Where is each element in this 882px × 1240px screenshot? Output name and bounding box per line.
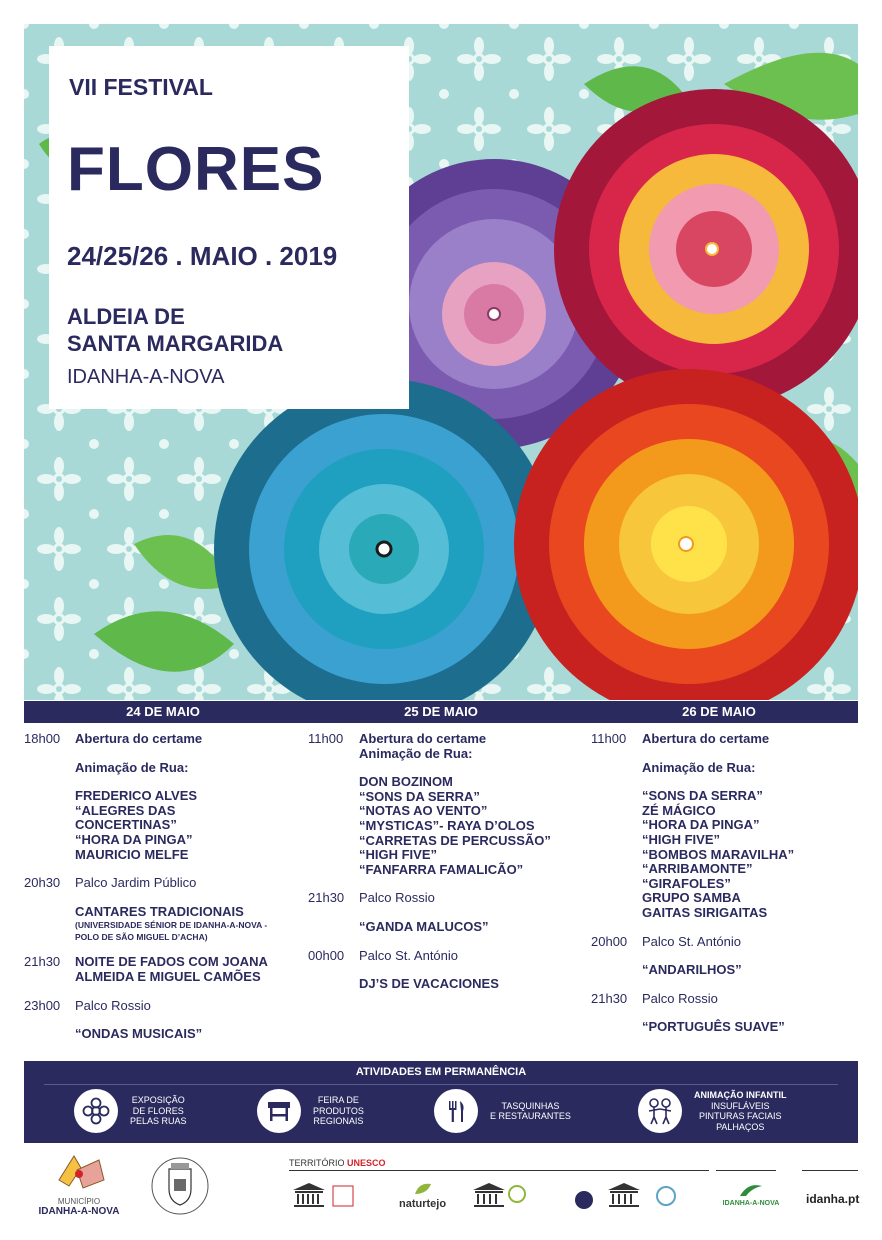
footer-logos (24, 1150, 858, 1230)
divider (802, 1170, 858, 1171)
entry-event: Abertura do certame (642, 731, 770, 746)
street-animation-label: Animação de Rua: (75, 759, 189, 775)
event-line: Abertura do certame (359, 731, 487, 746)
entry-time: 11h00 (308, 731, 344, 746)
act: “CARRETAS DE PERCUSSÃO” (359, 832, 551, 848)
acts-list (642, 789, 861, 920)
unesco-geopark-logo (574, 1180, 684, 1220)
activity-line: ANIMAÇÃO INFANTIL (694, 1090, 787, 1100)
territory-prefix: TERRITÓRIO (289, 1158, 345, 1168)
entry-note: (UNIVERSIDADE SÉNIOR DE IDANHA-A-NOVA - (75, 920, 268, 931)
act: GRUPO SAMBA (642, 890, 741, 906)
event-line: ALMEIDA E MIGUEL CAMÕES (75, 968, 261, 984)
activity-restaurants (434, 1089, 571, 1133)
entry-venue: Palco St. António (642, 933, 742, 949)
act: “HIGH FIVE” (359, 847, 438, 863)
act: “GIRAFOLES” (642, 875, 731, 891)
entry-time: 21h30 (591, 990, 628, 1006)
activity-regional-market (257, 1089, 364, 1133)
activity-line: DE FLORES (132, 1105, 184, 1116)
act: “HORA DA PINGA” (642, 817, 760, 833)
schedule-day-25 (308, 732, 588, 992)
act: “NOTAS AO VENTO” (359, 803, 488, 819)
entry-venue: Palco Rossio (642, 990, 718, 1006)
entry-event: Abertura do certame (75, 731, 203, 746)
parish-coat-of-arms (149, 1155, 211, 1217)
naturtejo-logo (399, 1182, 446, 1210)
activity-line: EXPOSIÇÃO (131, 1095, 185, 1106)
act: “HORA DA PINGA” (75, 831, 193, 847)
entry-event: CANTARES TRADICIONAIS (75, 903, 244, 919)
act: CONCERTINAS” (75, 817, 177, 833)
entry-venue: Palco Jardim Público (75, 875, 197, 891)
entry-event: “ANDARILHOS” (642, 962, 742, 978)
cutlery-icon (434, 1089, 478, 1133)
festival-edition: VII FESTIVAL (69, 74, 213, 100)
activity-kids (638, 1089, 787, 1133)
day-header-25: 25 DE MAIO (404, 704, 478, 719)
entry-time: 21h30 (308, 890, 345, 906)
event-line: NOITE DE FADOS COM JOANA (75, 954, 268, 970)
entry-event (75, 955, 268, 984)
children-icon (638, 1089, 682, 1133)
unesco-logo (289, 1180, 369, 1220)
festival-title: FLORES (67, 135, 325, 204)
naturtejo-text: naturtejo (399, 1198, 447, 1210)
act: ZÉ MÁGICO (642, 802, 716, 818)
entry-time: 23h00 (24, 997, 61, 1013)
schedule-entry (308, 732, 588, 761)
entry-event: “GANDA MALUCOS” (359, 918, 489, 934)
act: “HIGH FIVE” (642, 831, 721, 847)
act: MAURICIO MELFE (75, 846, 189, 862)
market-stall-icon (257, 1089, 301, 1133)
entry-venue: Palco St. António (359, 947, 459, 963)
activity-text (130, 1095, 187, 1127)
schedule-entry (24, 955, 304, 984)
divider (716, 1170, 776, 1171)
entry-time: 20h30 (24, 875, 61, 891)
entry-time: 11h00 (591, 731, 627, 746)
act: “ARRIBAMONTE” (642, 861, 753, 877)
schedule-entry (308, 891, 588, 906)
act: GAITAS SIRIGAITAS (642, 904, 768, 920)
activity-line: PINTURAS FACIAIS (698, 1111, 782, 1121)
activity-line: FEIRA DE (317, 1095, 359, 1106)
activity-flower-exhibition (74, 1089, 187, 1133)
leaf-icon (413, 1182, 433, 1196)
entry-event (359, 732, 486, 761)
activity-line: TASQUINHAS (501, 1100, 560, 1111)
entry-event: DJ’S DE VACACIONES (359, 976, 499, 992)
municipality-logo (24, 1150, 134, 1217)
unesco-biosphere-logo (469, 1180, 529, 1220)
entry-event: “ONDAS MUSICAIS” (75, 1026, 203, 1042)
schedule-entry (591, 992, 861, 1007)
schedule-entry (24, 876, 304, 891)
schedule-entry (591, 732, 861, 747)
entry-time: 21h30 (24, 954, 61, 970)
act: “ALEGRES DAS (75, 802, 176, 818)
entry-event: “PORTUGUÊS SUAVE” (642, 1019, 785, 1035)
municipality-label: MUNICÍPIO (57, 1197, 101, 1206)
festival-place (67, 303, 283, 357)
activity-line: PALHAÇOS (716, 1121, 765, 1132)
activity-text (490, 1101, 571, 1122)
activity-text (313, 1095, 364, 1127)
acts-list (359, 775, 588, 877)
idanha-nova-brand-logo (716, 1182, 786, 1207)
act: “BOMBOS MARAVILHA” (642, 846, 795, 862)
entry-venue: Palco Rossio (359, 890, 435, 906)
schedule-entry (591, 935, 861, 950)
activity-text (694, 1090, 787, 1132)
act: FREDERICO ALVES (75, 788, 198, 804)
day-header-bar (24, 701, 858, 723)
place-line-1: ALDEIA DE (67, 304, 185, 329)
act: “SONS DA SERRA” (359, 788, 480, 804)
municipality-emblem (49, 1150, 109, 1192)
act: DON BOZINOM (359, 774, 453, 790)
municipality-name: IDANHA-A-NOVA (38, 1206, 120, 1217)
day-header-24: 24 DE MAIO (126, 704, 200, 719)
entry-note: POLO DE SÃO MIGUEL D’ACHA) (75, 932, 208, 943)
activity-line: PRODUTOS (313, 1105, 364, 1116)
schedule-entry (308, 949, 588, 964)
divider (289, 1170, 709, 1171)
brand-swoosh-icon (738, 1182, 764, 1198)
day-header-26: 26 DE MAIO (682, 704, 756, 719)
entry-time: 20h00 (591, 933, 628, 949)
festival-town: IDANHA-A-NOVA (67, 366, 225, 388)
brand-text: IDANHA-A-NOVA (722, 1200, 780, 1207)
website-link[interactable]: idanha.pt (806, 1192, 860, 1206)
schedule-day-26 (591, 732, 861, 1035)
divider (44, 1084, 838, 1085)
flower-icon (74, 1089, 118, 1133)
act: “SONS DA SERRA” (642, 788, 763, 804)
activity-line: E RESTAURANTES (490, 1111, 571, 1121)
activity-line: PELAS RUAS (130, 1116, 187, 1127)
permanent-activities (24, 1061, 858, 1143)
entry-venue: Palco Rossio (75, 997, 151, 1013)
entry-time: 00h00 (308, 947, 345, 963)
title-box (49, 46, 409, 409)
act: “FANFARRA FAMALICÃO” (359, 861, 524, 877)
activity-line: INSUFLÁVEIS (710, 1100, 770, 1111)
territory-label (289, 1158, 386, 1168)
schedule-day-24 (24, 732, 304, 1042)
festival-dates: 24/25/26 . MAIO . 2019 (67, 241, 338, 271)
entry-time: 18h00 (24, 731, 61, 746)
schedule-entry (24, 999, 304, 1014)
territory-word: UNESCO (347, 1158, 386, 1168)
event-line: Animação de Rua: (359, 745, 473, 761)
acts-list (75, 789, 304, 862)
place-line-2: SANTA MARGARIDA (67, 331, 284, 356)
activity-line: REGIONAIS (313, 1116, 364, 1127)
act: “MYSTICAS”- RAYA D’OLOS (359, 817, 535, 833)
street-animation-label: Animação de Rua: (642, 759, 756, 775)
permanent-title: ATIVIDADES EM PERMANÊNCIA (355, 1066, 527, 1078)
schedule-entry (24, 732, 304, 747)
